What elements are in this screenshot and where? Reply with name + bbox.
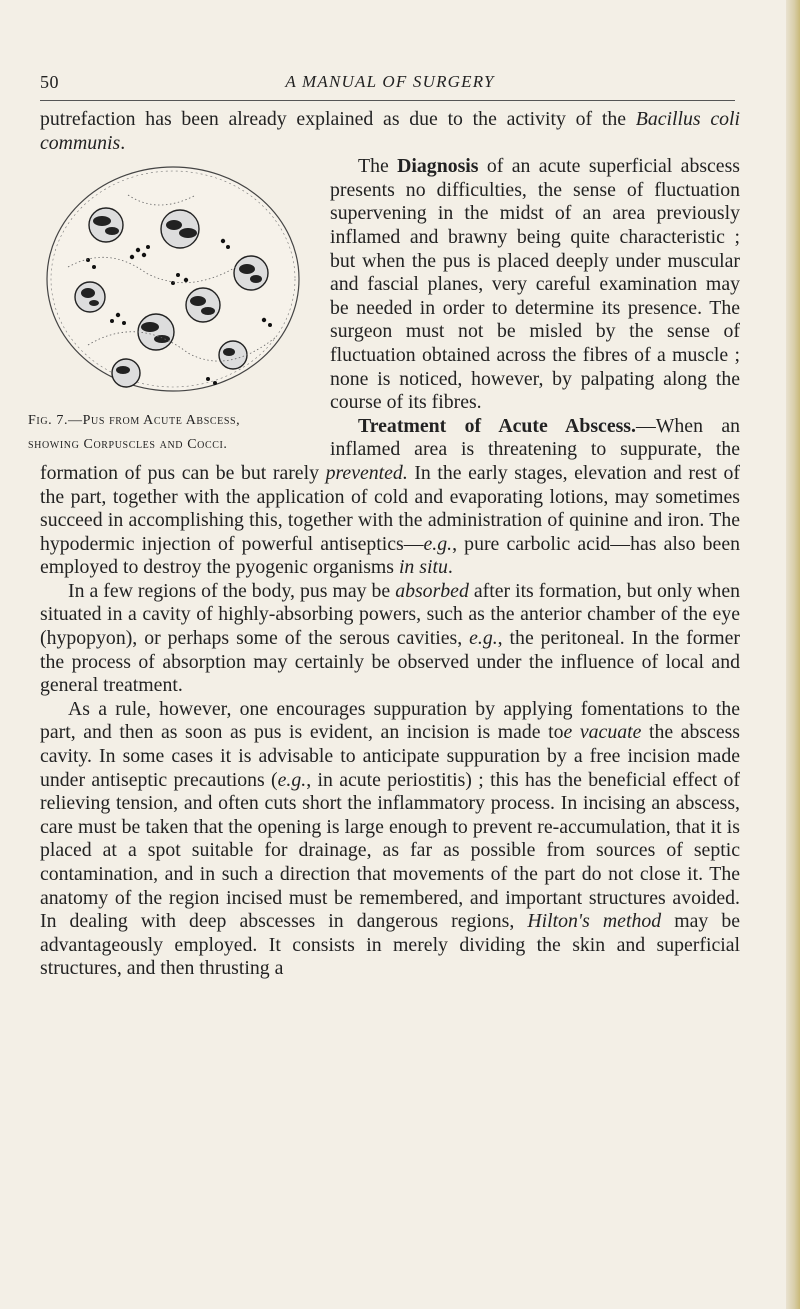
paragraph-intro: putrefaction has been already explained as due to the activity of the Bacillus coli communis. [40,108,741,154]
paragraph-treatment: Treatment of Acute Abscess.—When an inflamed area is threatening to suppurate, the formation of pus can be but rarely prevented. In the early stages, elevation and rest of the part, together with the application of cold and evaporating lotions, may sometimes succeed in accomplishing this, together with the administration of quinine and iron. The hypodermic injection of powerful antiseptics—e.g., pure carbolic acid—has also been employed to destroy the pyogenic organisms in situ. [40,414,740,579]
bacillus-name: Bacillus coli communis [40,108,741,154]
figure-7 [28,155,318,454]
paragraph-absorption: In a few regions of the body, pus may be absorbed after its formation, but only when situated in a cavity of highly-absorbing powers, such as the anterior chamber of the eye (hypopyon), or perhaps some of the serous cavities, e.g., the peritoneal. In the former the process of absorption may certainly be observed under the influence of local and general treatment. [40,579,740,697]
paragraph-incision: As a rule, however, one encourages suppuration by applying fomentations to the part, and then as soon as pus is evident, an incision is made toe vacuate the abscess cavity. In some cases it is advisable to anticipate suppuration by a free incision made under antiseptic precautions (e.g., in acute periostitis) ; this has the beneficial effect of relieving tension, and often cuts short the inflammatory process. In incising an abscess, care must be taken that the opening is large enough to prevent re-accumulation, that it is placed at a spot suitable for drainage, as far as possible from sources of septic contamination, and in such a direction that movements of the part do not close it. The anatomy of the region incised must be remembered, and important structures avoided. In dealing with deep abscesses in dangerous regions, Hilton's method may be advantageously employed. It consists in merely dividing the skin and superficial structures, and then thrusting a [40,697,741,980]
running-head: A MANUAL OF SURGERY [285,72,495,91]
treatment-heading: Treatment of Acute Abscess. [358,414,636,437]
page-number: 50 [40,72,59,92]
body-text [28,108,741,981]
paragraph-diagnosis: The Diagnosis Fig. 7.—Pus from Acute Abscess, showing Corpuscles and Cocci. of an acute superficial abscess presents no difficulties, the sense of fluctuation supervening in the midst of an area previously inflamed and brawny being quite characteristic ; but when the pus is placed deeply under muscular and fascial planes, very careful examination may be needed in order to determine its presence. The surgeon must not be misled by the sense of fluctuation obtained across the fibres of a muscle ; none is noticed, however, by palpating along the course of its fibres. [40,155,740,415]
diagnosis-heading: Diagnosis [397,155,479,178]
page-header [40,72,740,98]
figure-caption: Fig. 7.—Pus from Acute Abscess, showing Corpuscles and Cocci. [28,413,241,452]
pus-microscope-illustration [28,155,318,407]
header-rule [40,100,735,101]
hiltons-method: Hilton's method [527,910,662,933]
page-edge [786,0,800,1309]
